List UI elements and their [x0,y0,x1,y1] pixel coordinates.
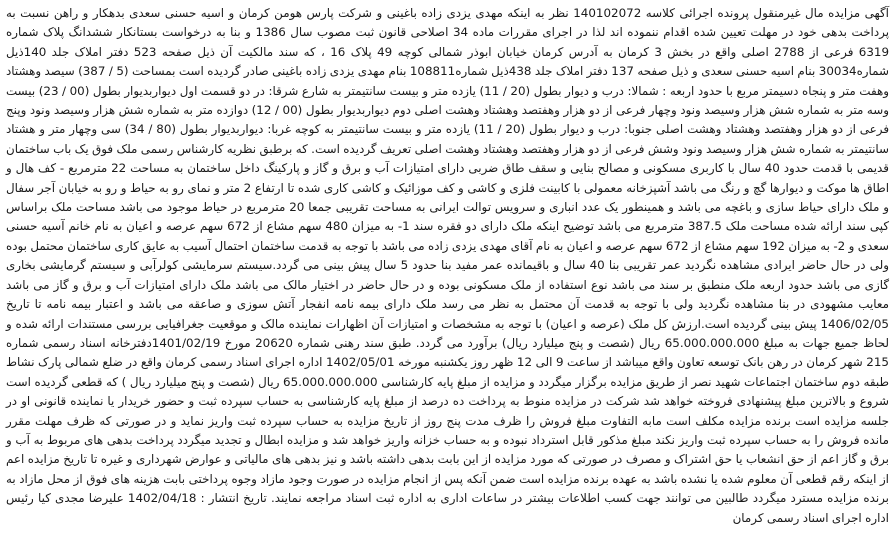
notice-body-text: آگهی مزایده مال غیرمنقول پرونده اجرائی کلاسه 140102072 نظر به اینکه مهدی یزدی زاده باغینی و شرکت پارس هومن کرمان و اسیه حسنی سعدی بدهکار و راهن نسبت به پرداخت بدهی خود در مهلت تعیین شده اقدام ننموده اند لذا در اجرای مقررات ماده 34 اصلاحی قانون ثبت مصوب سال 1386 و بنا به درخواست بستانکار ششدانگ پلاک شماره 6319 فرعی از 2788 اصلی واقع در بخش 3 کرمان به آدرس کرمان خیابان ابوذر شمالی کوچه 49 پلاک 16 ، که سند مالکیت آن ذیل صفحه 523 دفتر املاک جلد 140ذیل شماره30034 بنام اسیه حسنی سعدی و ذیل صفحه 137 دفتر املاک جلد 438ذیل شماره108811 بنام مهدی یزدی زاده باغینی صادر گردیده است بمساحت (5 / 387) سیصد وهشتاد وهفت متر و پنجاه دسیمتر مربع با حدود اربعه : شمالا: درب و دیوار بطول (20 / 11) یازده متر و بیست سانتیمتر به شارع شرقا: در دو قسمت اول دیواربدیوار بطول (00 / 23) بیست وسه متر به شماره شش هزار وسیصد ونود وچهار فرعی از دو هزار وهفتصد وهشتاد وهشت اصلی دوم دیواربدیوار بطول (00 / 12) دوازده متر به شماره شش هزار وسیصد ونود وپنج فرعی از دو هزار وهفتصد وهشتاد وهشت اصلی جنوبا: درب و دیوار بطول (20 / 11) یازده متر و بیست سانتیمتر به کوچه غربا: دیواربدیوار بطول (80 / 34) سی وچهار متر و هشتاد سانتیمتر به شماره شش هزار وسیصد ونود وشش فرعی از دو هزار وهفتصد وهشتاد وهشت اصلی تعریف گردیده است. که برطبق نظریه کارشناس رسمی ملک فوق یک باب ساختمان قدیمی با قدمت حدود 40 سال با کاربری مسکونی و مصالح بنایی و سقف طاق ضربی دارای امتیازات آب و برق و گاز و پارکینگ داخل ساختمان به مساحت 22 مترمربع - کف هال و اطاق ها موکت و دیوارها گچ و رنگ می باشد آشپزخانه معمولی با کابینت فلزی و کاشی و کف موزائیک و کاشی کاری شده تا ارتفاع 2 متر و نمای رو به حیاط و رو به خیابان آجر سفال و ملک دارای حیاط سازی و باغچه می باشد و همینطور یک عدد انباری و سرویس توالت ایرانی به مساحت تقریبی جمعا 20 مترمربع در حیاط موجود می باشد مساحت ملک براساس کپی سند ارائه شده مساحت ملک 387.5 مترمربع می باشد توضیح اینکه ملک دارای دو فقره سند 1- به میزان 480 سهم مشاع از 672 سهم عرصه و اعیان به نام خانم آسیه حسنی سعدی و 2- به میزان 192 سهم مشاع از 672 سهم عرصه و اعیان به نام آقای مهدی یزدی زاده می باشد با توجه به قدمت ساختمان احتمال آسیب به عایق کاری ساختمان محتمل بوده ولی در حال حاضر ایرادی مشاهده نگردید عمر تقریبی بنا 40 سال و باقیمانده عمر مفید بنا حدود 5 سال پیش بینی می گردد.سیستم سرمایشی کولرآبی و سیستم گرمایشی بخاری گازی می باشد حدود اربعه ملک منطبق بر سند می باشد نوع استفاده از ملک مسکونی بوده و در حال حاضر در اختیار مالک می باشد ملک دارای امتیازات آب و برق و گاز می باشد معایب مشهودی در بنا مشاهده نگردید ولی با توجه به قدمت آن محتمل به نظر می رسد ملک دارای بیمه نامه انفجار آتش سوزی و صاعقه می باشد و اعتبار بیمه نامه تا تاریخ 1406/02/05 پیش بینی گردیده است.ارزش کل ملک (عرصه و اعیان) با توجه به مشخصات و امتیازات آن اظهارات نماینده مالک و موقعیت جغرافیایی بررسی مستندات ارائه شده و لحاظ جمیع جهات به مبلغ 65.000.000.000 ریال (شصت و پنج میلیارد ریال) برآورد می گردد. طبق سند رهنی شماره 20620 مورخ 1401/02/19دفترخانه اسناد رسمی شماره 215 شهر کرمان در رهن بانک توسعه تعاون واقع میباشد از ساعت 9 الی 12 ظهر روز یکشنبه مورخه 1402/05/01 اداره اجرای اسناد رسمی کرمان واقع در ضلع شمالی پارک نشاط طبقه دوم ساختمان اجتماعات شهید نصر از طریق مزایده برگزار میگردد و مزایده از مبلغ پایه کارشناسی 65.000.000.000 ریال (شصت و پنج میلیارد ریال ) که قطعی گردیده است شروع و بالاترین مبلغ پیشنهادی فروخته خواهد شد شرکت در مزایده منوط به پرداخت ده درصد از مبلغ پایه کارشناسی به حساب سپرده ثبت و حضور خریدار یا نماینده قانونی او در جلسه مزایده است برنده مزایده مکلف است مابه التفاوت مبلغ فروش را ظرف مدت پنج روز از تاریخ مزایده به حساب سپرده ثبت واریز نماید و در صورتی که ظرف مهلت مقرر مانده فروش را به حساب سپرده ثبت واریز نکند مبلغ مذکور قابل استرداد نبوده و به حساب خزانه واریز خواهد شد و مزایده ابطال و تجدید میگردد پرداخت بدهی های مربوط به آب و برق و گاز اعم از حق انشعاب یا حق اشتراک و مصرف در صورتی که مورد مزایده از این بابت بدهی داشته باشد و نیز بدهی های مالیاتی و عوارض شهرداری و غیره تا تاریخ مزایده اعم از اینکه رقم قطعی آن معلوم شده یا نشده باشد به عهده برنده مزایده است ضمن آنکه پس از انجام مزایده در صورت وجود مازاد وجوه پرداختی بابت هزینه های فوق از محل مازاد به برنده مزایده مسترد میگردد طالبین می توانند جهت کسب اطلاعات بیشتر در ساعات اداری به اداره ثبت اسناد مراجعه نمایند. تاریخ انتشار : 1402/04/18 علیرضا مجدی کیا رئیس اداره اجرای اسناد رسمی کرمان [2,6,890,525]
